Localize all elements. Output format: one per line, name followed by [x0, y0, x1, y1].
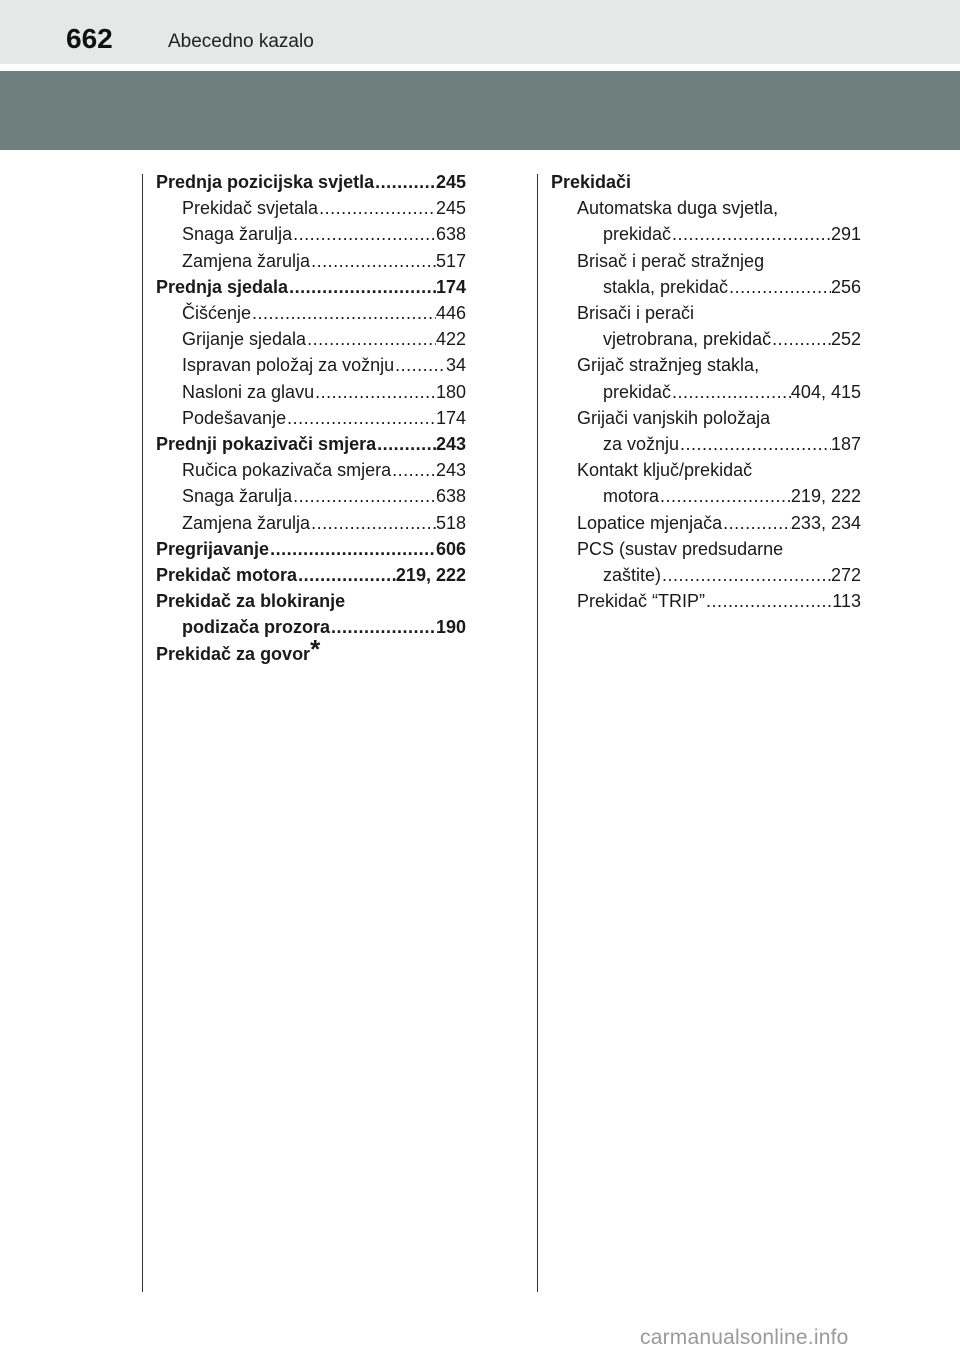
entry-term: Snaga žarulja — [182, 224, 293, 245]
index-entry — [156, 352, 466, 378]
index-entry — [551, 274, 861, 300]
dot-leader — [728, 274, 831, 300]
entry-page-number: 34 — [445, 355, 466, 376]
entry-term: zaštite) — [603, 565, 662, 586]
entry-term: Prednji pokazivači smjera — [156, 434, 377, 455]
dot-leader — [269, 536, 436, 562]
header-band — [0, 71, 960, 150]
entry-page-number: 113 — [832, 591, 861, 612]
index-entry — [156, 562, 466, 588]
entry-term: Automatska duga svjetla, — [577, 198, 779, 219]
entry-page-number: 422 — [435, 329, 466, 350]
entry-term: Brisač i perač stražnjeg — [577, 250, 765, 271]
index-entry — [156, 510, 466, 536]
dot-leader — [310, 248, 436, 274]
entry-page-number: 638 — [435, 486, 466, 507]
entry-page-number: 606 — [435, 538, 466, 559]
index-column-right — [551, 169, 861, 614]
entry-page-number: 187 — [830, 434, 861, 455]
index-entry — [156, 633, 466, 667]
index-entry — [156, 248, 466, 274]
page-header — [0, 0, 960, 64]
dot-leader — [314, 379, 436, 405]
entry-page-number: 174 — [435, 407, 466, 428]
dot-leader — [297, 562, 396, 588]
dot-leader — [306, 326, 436, 352]
entry-page-number: 180 — [435, 381, 466, 402]
entry-term: PCS (sustav predsudarne — [577, 538, 784, 559]
index-entry — [156, 195, 466, 221]
index-entry — [156, 536, 466, 562]
entry-term: prekidač — [603, 224, 672, 245]
index-entry — [551, 300, 861, 326]
index-entry — [551, 536, 861, 562]
index-entry — [551, 352, 861, 378]
entry-term: Prekidač svjetala — [182, 198, 319, 219]
index-entry — [551, 248, 861, 274]
dot-leader — [394, 352, 446, 378]
entry-term: Prednja sjedala — [156, 276, 289, 297]
middle-column-rule — [537, 174, 538, 1292]
index-entry — [156, 431, 466, 457]
entry-term: Pregrijavanje — [156, 538, 270, 559]
dot-leader — [310, 510, 436, 536]
entry-page-number: 638 — [435, 224, 466, 245]
index-entry — [551, 379, 861, 405]
dot-leader — [671, 221, 831, 247]
entry-page-number: 291 — [830, 224, 861, 245]
dot-leader — [292, 221, 436, 247]
dot-leader — [292, 483, 436, 509]
entry-page-number: 252 — [830, 329, 861, 350]
index-entry — [156, 457, 466, 483]
index-entry — [156, 588, 466, 614]
entry-term: Ručica pokazivača smjera — [182, 460, 392, 481]
entry-page-number: 219, 222 — [790, 486, 861, 507]
entry-page-number: 518 — [435, 512, 466, 533]
dot-leader — [288, 274, 436, 300]
dot-leader — [251, 300, 436, 326]
entry-term: stakla, prekidač — [603, 276, 729, 297]
dot-leader — [391, 457, 436, 483]
entry-term: podizača prozora — [182, 617, 331, 638]
index-entry — [156, 300, 466, 326]
entry-term: Ispravan položaj za vožnju — [182, 355, 395, 376]
dot-leader — [722, 510, 791, 536]
entry-page-number: 243 — [435, 434, 466, 455]
dot-leader — [330, 614, 436, 640]
entry-term: Grijač stražnjeg stakla, — [577, 355, 760, 376]
entry-page-number: 190 — [435, 617, 466, 638]
entry-term: Prekidači — [551, 172, 632, 192]
entry-term: Prekidač “TRIP” — [577, 591, 706, 612]
entry-term: Nasloni za glavu — [182, 381, 315, 402]
entry-page-number: 404, 415 — [790, 381, 861, 402]
entry-term: Brisači i perači — [577, 303, 695, 324]
entry-term: vjetrobrana, prekidač — [603, 329, 772, 350]
dot-leader — [286, 405, 436, 431]
dot-leader — [679, 431, 831, 457]
entry-term: Prekidač za govor — [156, 643, 311, 664]
entry-term: Grijanje sjedala — [182, 329, 307, 350]
entry-term: Zamjena žarulja — [182, 250, 311, 271]
index-entry — [551, 510, 861, 536]
dot-leader — [318, 195, 436, 221]
index-entry — [156, 169, 466, 195]
page-title: Abecedno kazalo — [168, 31, 314, 52]
index-entry — [551, 431, 861, 457]
entry-term: Čišćenje — [182, 303, 252, 324]
index-column-left — [156, 169, 466, 667]
index-entry — [551, 405, 861, 431]
entry-term: Snaga žarulja — [182, 486, 293, 507]
index-entry — [156, 221, 466, 247]
left-column-rule — [142, 174, 143, 1292]
page-number: 662 — [66, 23, 113, 54]
index-entry — [156, 379, 466, 405]
index-entry — [551, 457, 861, 483]
footnote-star: * — [310, 633, 321, 664]
entry-term: Prekidač za blokiranje — [156, 591, 346, 612]
index-entry — [551, 588, 861, 614]
entry-page-number: 233, 234 — [790, 512, 861, 533]
entry-page-number: 272 — [830, 565, 861, 586]
entry-term: Prednja pozicijska svjetla — [156, 172, 375, 192]
entry-page-number: 174 — [435, 276, 466, 297]
dot-leader — [376, 431, 436, 457]
dot-leader — [771, 326, 831, 352]
dot-leader — [705, 588, 832, 614]
index-entry — [156, 274, 466, 300]
dot-leader — [374, 169, 436, 195]
index-entry — [551, 326, 861, 352]
index-entry — [156, 405, 466, 431]
index-entry — [551, 221, 861, 247]
entry-term: prekidač — [603, 381, 672, 402]
index-entry — [156, 483, 466, 509]
index-entry — [551, 483, 861, 509]
entry-term: Grijači vanjskih položaja — [577, 407, 771, 428]
dot-leader — [661, 562, 831, 588]
index-entry — [551, 562, 861, 588]
index-entry — [551, 169, 861, 195]
entry-page-number: 219, 222 — [395, 565, 466, 586]
entry-term: Prekidač motora — [156, 565, 298, 586]
entry-term: za vožnju — [603, 434, 680, 455]
entry-term: Kontakt ključ/prekidač — [577, 460, 753, 481]
entry-term: Podešavanje — [182, 407, 287, 428]
entry-page-number: 256 — [830, 276, 861, 297]
entry-term: Zamjena žarulja — [182, 512, 311, 533]
watermark: carmanualsonline.info — [640, 1326, 849, 1349]
entry-term: motora — [603, 486, 660, 507]
dot-leader — [659, 483, 791, 509]
entry-page-number: 517 — [435, 250, 466, 271]
index-entry — [551, 195, 861, 221]
entry-page-number: 243 — [435, 460, 466, 481]
entry-page-number: 245 — [435, 172, 466, 192]
index-entry — [156, 326, 466, 352]
entry-page-number: 245 — [435, 198, 466, 219]
dot-leader — [671, 379, 791, 405]
entry-term: Lopatice mjenjača — [577, 512, 723, 533]
entry-page-number: 446 — [435, 303, 466, 324]
